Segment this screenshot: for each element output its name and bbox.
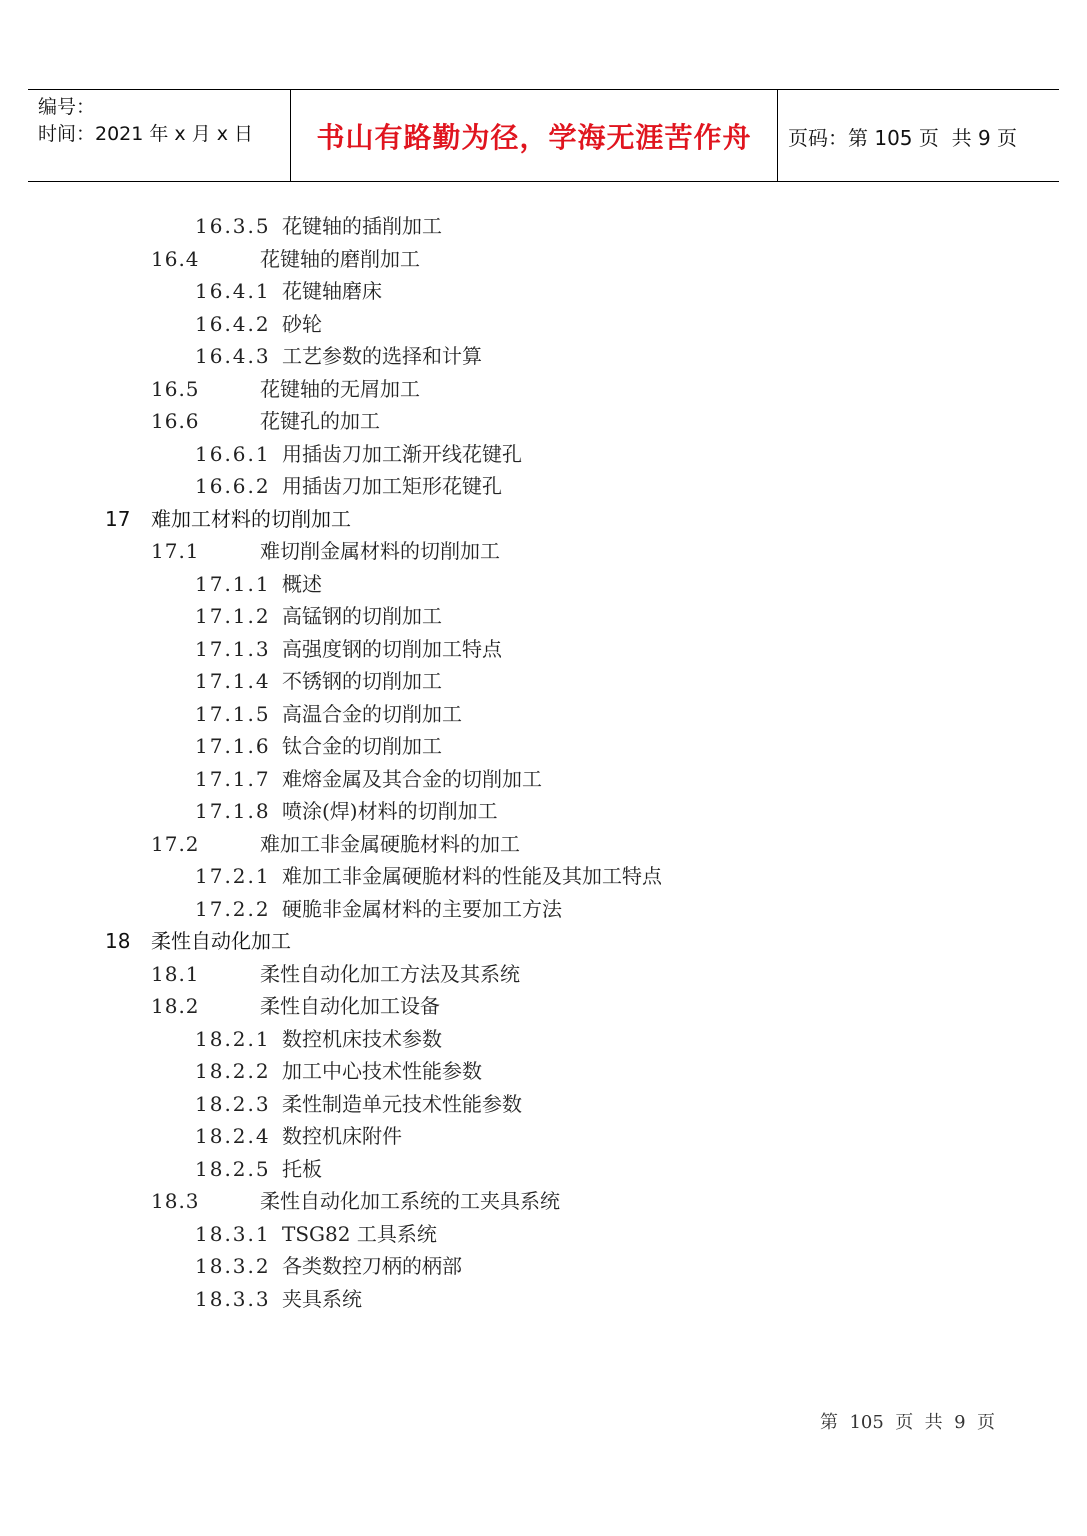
toc-entry-title: 砂轮 [282, 312, 322, 336]
toc-entry-number: 16.6.2 [195, 474, 271, 498]
toc-entry-title: 难加工非金属硬脆材料的性能及其加工特点 [282, 864, 662, 888]
toc-entry [0, 860, 1087, 892]
toc-entry-title: 难熔金属及其合金的切削加工 [282, 767, 542, 791]
toc-entry [0, 665, 1087, 697]
toc-entry [0, 308, 1087, 340]
toc-entry-number: 17.1.6 [195, 734, 271, 758]
page-header [28, 89, 1059, 182]
toc-entry-title: 高强度钢的切削加工特点 [282, 637, 502, 661]
toc-entry-number: 18 [105, 929, 131, 953]
toc-entry-number: 18.3.1 [195, 1222, 271, 1246]
toc-entry-title: 柔性自动化加工方法及其系统 [260, 962, 520, 986]
toc-entry [0, 633, 1087, 665]
header-motto: 书山有路勤为径，学海无涯苦作舟 [316, 121, 752, 154]
toc-entry-number: 18.3.3 [195, 1287, 271, 1311]
toc-entry-title: 柔性自动化加工 [151, 929, 291, 953]
toc-entry [0, 373, 1087, 405]
toc-entry [0, 795, 1087, 827]
toc-entry-number: 16.5 [151, 377, 200, 401]
toc-entry-title: 花键孔的加工 [260, 409, 380, 433]
toc-entry [0, 925, 1087, 957]
toc-entry-title: 难切削金属材料的切削加工 [260, 539, 500, 563]
toc-entry-number: 17.2 [151, 832, 200, 856]
toc-entry-title: 花键轴的磨削加工 [260, 247, 420, 271]
toc-entry-number: 17.1.5 [195, 702, 271, 726]
time-label: 时间：2021 年 x 月 x 日 [38, 123, 254, 145]
toc-entry-title: 托板 [282, 1157, 322, 1181]
toc-entry [0, 698, 1087, 730]
serial-label: 编号： [38, 96, 96, 118]
toc-entry-number: 18.2.1 [195, 1027, 271, 1051]
toc-entry [0, 763, 1087, 795]
toc-entry-title: 柔性制造单元技术性能参数 [282, 1092, 522, 1116]
toc-entry [0, 1153, 1087, 1185]
toc-entry-title: 花键轴磨床 [282, 279, 382, 303]
toc-entry [0, 893, 1087, 925]
toc-entry-title: 各类数控刀柄的柄部 [282, 1254, 462, 1278]
toc-entry-title: 数控机床技术参数 [282, 1027, 442, 1051]
header-meta [38, 94, 290, 148]
toc-entry-number: 17.2.2 [195, 897, 271, 921]
toc-entry [0, 243, 1087, 275]
toc-entry-title: 用插齿刀加工渐开线花键孔 [282, 442, 522, 466]
toc-entry-number: 16.3.5 [195, 214, 271, 238]
toc-entry-title: 柔性自动化加工设备 [260, 994, 440, 1018]
toc-entry-number: 17.1.4 [195, 669, 271, 693]
toc-entry [0, 1120, 1087, 1152]
toc-entry-number: 17.1.3 [195, 637, 271, 661]
toc-entry-title: 数控机床附件 [282, 1124, 402, 1148]
toc-entry [0, 1023, 1087, 1055]
toc-entry-title: TSG82 工具系统 [282, 1222, 437, 1246]
toc-entry [0, 730, 1087, 762]
toc-entry-number: 17.1.2 [195, 604, 271, 628]
toc-entry-title: 难加工非金属硬脆材料的加工 [260, 832, 520, 856]
toc-entry-number: 17.1.8 [195, 799, 271, 823]
toc-entry-title: 概述 [282, 572, 322, 596]
toc-entry [0, 438, 1087, 470]
toc-entry-number: 17.1 [151, 539, 200, 563]
toc-entry [0, 503, 1087, 535]
toc-entry-title: 工艺参数的选择和计算 [282, 344, 482, 368]
toc-entry [0, 1055, 1087, 1087]
header-page-code: 页码：第 105 页 共 9 页 [788, 125, 1018, 150]
toc-entry-number: 18.2.3 [195, 1092, 271, 1116]
toc-entry [0, 1250, 1087, 1282]
toc-entry [0, 1283, 1087, 1315]
page-footer: 第 105 页 共 9 页 [820, 1412, 996, 1433]
toc-entry [0, 600, 1087, 632]
toc-entry [0, 210, 1087, 242]
toc-entry-title: 难加工材料的切削加工 [151, 507, 351, 531]
toc-entry [0, 535, 1087, 567]
toc-entry-number: 16.6.1 [195, 442, 271, 466]
toc-entry-title: 钛合金的切削加工 [282, 734, 442, 758]
toc-entry [0, 990, 1087, 1022]
toc-entry-title: 夹具系统 [282, 1287, 362, 1311]
toc-entry-title: 喷涂(焊)材料的切削加工 [282, 799, 498, 823]
toc-entry [0, 470, 1087, 502]
toc-entry-number: 18.3 [151, 1189, 200, 1213]
toc-entry [0, 828, 1087, 860]
toc-entry-number: 18.2.2 [195, 1059, 271, 1083]
toc-entry-title: 高锰钢的切削加工 [282, 604, 442, 628]
toc-entry-number: 18.2 [151, 994, 200, 1018]
toc-entry-title: 高温合金的切削加工 [282, 702, 462, 726]
toc-entry-number: 16.4.2 [195, 312, 271, 336]
toc-entry-number: 18.1 [151, 962, 200, 986]
toc-entry-number: 16.4 [151, 247, 200, 271]
toc-entry-number: 16.4.3 [195, 344, 271, 368]
toc-entry [0, 1218, 1087, 1250]
toc-entry-number: 17.1.7 [195, 767, 271, 791]
toc-entry-number: 17 [105, 507, 131, 531]
toc-entry [0, 958, 1087, 990]
toc-entry [0, 275, 1087, 307]
toc-entry-title: 花键轴的插削加工 [282, 214, 442, 238]
toc-entry [0, 1185, 1087, 1217]
toc-entry-number: 18.2.5 [195, 1157, 271, 1181]
toc-entry-title: 不锈钢的切削加工 [282, 669, 442, 693]
toc-entry [0, 340, 1087, 372]
toc-entry [0, 1088, 1087, 1120]
toc-entry [0, 568, 1087, 600]
toc-entry-title: 花键轴的无屑加工 [260, 377, 420, 401]
toc-entry-title: 硬脆非金属材料的主要加工方法 [282, 897, 562, 921]
toc-entry-number: 18.3.2 [195, 1254, 271, 1278]
toc-entry-title: 柔性自动化加工系统的工夹具系统 [260, 1189, 560, 1213]
toc-entry-title: 加工中心技术性能参数 [282, 1059, 482, 1083]
toc-entry-number: 17.2.1 [195, 864, 271, 888]
toc-entry-number: 17.1.1 [195, 572, 271, 596]
toc-entry-title: 用插齿刀加工矩形花键孔 [282, 474, 502, 498]
toc-entry-number: 16.4.1 [195, 279, 271, 303]
toc-entry-number: 18.2.4 [195, 1124, 271, 1148]
toc-entry-number: 16.6 [151, 409, 200, 433]
header-divider [777, 90, 778, 182]
toc-entry [0, 405, 1087, 437]
